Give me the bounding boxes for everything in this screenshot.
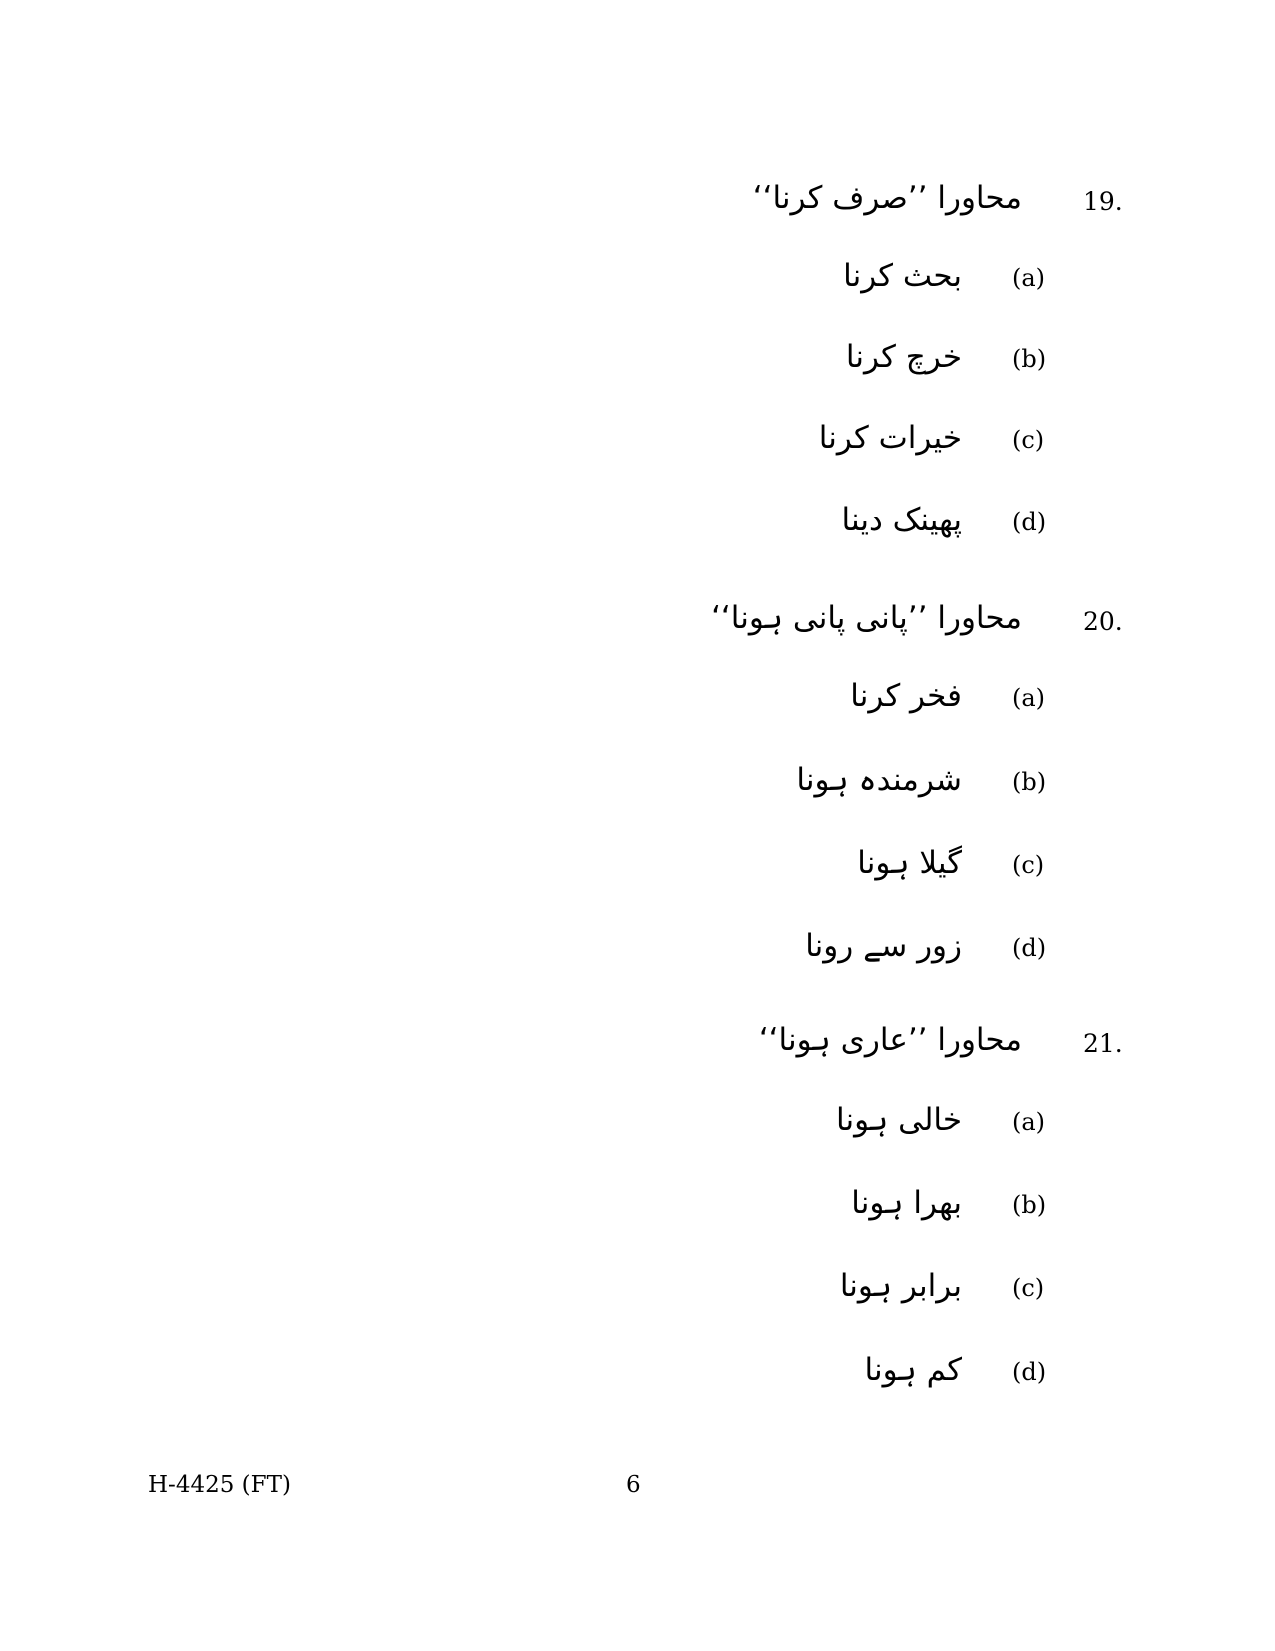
option-label: (d)	[1012, 508, 1047, 536]
question-number: 21.	[1083, 1029, 1123, 1058]
option-text: زور سے رونا	[805, 928, 962, 964]
question-text: محاورا ’’پانی پانی ہونا‘‘	[711, 600, 1022, 636]
option-text: خالی ہونا	[836, 1102, 962, 1138]
option-label: (a)	[1012, 1108, 1046, 1136]
question-number: 20.	[1083, 607, 1123, 636]
option-label: (a)	[1012, 264, 1046, 292]
option-text: بحث کرنا	[843, 258, 962, 294]
paper-code: H-4425 (FT)	[148, 1472, 291, 1498]
option-label: (b)	[1012, 345, 1047, 373]
option-label: (c)	[1012, 426, 1045, 454]
option-text: خیرات کرنا	[818, 420, 962, 456]
option-text: فخر کرنا	[850, 678, 962, 714]
question-text: محاورا ’’عاری ہونا‘‘	[758, 1022, 1022, 1058]
option-text: شرمندہ ہونا	[796, 762, 962, 798]
option-label: (b)	[1012, 1191, 1047, 1219]
option-text: بھرا ہونا	[851, 1185, 962, 1221]
option-text: برابر ہونا	[839, 1268, 962, 1304]
option-text: پھینک دینا	[841, 502, 962, 538]
option-label: (a)	[1012, 684, 1046, 712]
question-text: محاورا ’’صرف کرنا‘‘	[752, 180, 1022, 216]
option-text: گیلا ہونا	[857, 845, 962, 881]
page-number: 6	[626, 1472, 641, 1498]
option-text: کم ہونا	[864, 1352, 962, 1388]
option-label: (d)	[1012, 1358, 1047, 1386]
option-text: خرچ کرنا	[845, 339, 962, 375]
option-label: (c)	[1012, 851, 1045, 879]
question-number: 19.	[1083, 187, 1123, 216]
option-label: (b)	[1012, 768, 1047, 796]
option-label: (d)	[1012, 934, 1047, 962]
option-label: (c)	[1012, 1274, 1045, 1302]
